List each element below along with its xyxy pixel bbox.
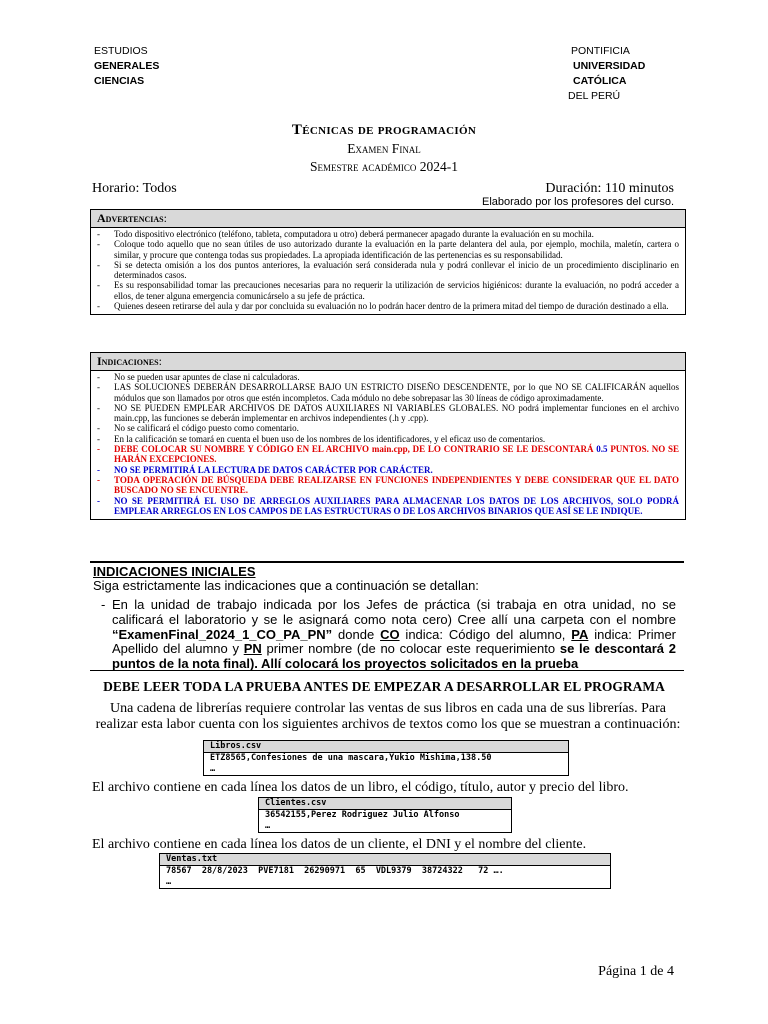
list-item: - Coloque todo aquello que no sean útiles de uso autorizado durante la evaluación en la parte delantera del aula, por ejemplo, mochila, maletín, cartera o similar, y procure que contenga todas sus propiedades. La apropiada identificación de las pertenencias es su responsabilidad. — [97, 239, 679, 260]
elaborado-por: Elaborado por los profesores del curso. — [482, 196, 674, 208]
list-item: - NO SE PUEDEN EMPLEAR ARCHIVOS DE DATOS AUXILIARES NI VARIABLES GLOBALES. NO podrá implementar funciones en el archivo main.cpp, las funciones se deberán implementar en archivos independientes (.h y .cpp). — [97, 402, 679, 424]
libros-ellipsis: … — [210, 764, 216, 774]
header-left-line-2: GENERALES — [94, 60, 160, 72]
list-item: - LAS SOLUCIONES DEBERÁN DESARROLLARSE BAJO UN ESTRICTO DISEÑO DESCENDENTE, por lo que NO SE CALIFICARÁN aquellos módulos que son llamados por otros que estén incompletos. Cada módulo no debe sobrepasar las 30 líneas de código aproximadamente. — [97, 382, 679, 403]
list-item: - Todo dispositivo electrónico (teléfono, tableta, computadora u otro) deberá permanecer apagado durante la evaluación en su mochila. — [97, 229, 594, 239]
advertencias-box — [90, 209, 686, 315]
list-item: - Si se detecta omisión a los dos puntos anteriores, la evaluación será considerada nula y podrá conllevar el inicio de un procedimiento disciplinario en determinados casos. — [97, 259, 679, 281]
libros-line: ETZ8565,Confesiones de una mascara,Yukio Mishima,138.50 — [210, 753, 492, 763]
clientes-file-name: Clientes.csv — [259, 798, 511, 810]
list-item-warning: - TODA OPERACIÓN DE BÚSQUEDA DEBE REALIZARSE EN FUNCIONES INDEPENDIENTES Y DEBE CONSIDERAR QUE EL DATO BUSCADO NO SE ENCUENTRE. — [97, 474, 679, 496]
libros-description: El archivo contiene en cada línea los datos de un libro, el código, título, autor y precio del libro. — [92, 780, 629, 795]
semester-title: Semestre académico 2024-1 — [309, 159, 458, 174]
indicaciones-list — [91, 371, 685, 519]
main-instruction-title: DEBE LEER TODA LA PRUEBA ANTES DE EMPEZAR A DESARROLLAR EL PROGRAMA — [103, 679, 665, 694]
bullet: - — [101, 597, 106, 612]
horario: Horario: Todos — [92, 181, 177, 196]
intro-paragraph: Una cadena de librerías requiere controlar las ventas de sus libros en cada una de sus librerías. Para realizar esta labor cuenta con los siguientes archivos de textos como los que se muestran a continuación: — [95, 701, 681, 732]
ventas-ellipsis: … — [166, 877, 172, 887]
list-item-notice: - NO SE PERMITIRÁ LA LECTURA DE DATOS CARÁCTER POR CARÁCTER. — [97, 464, 433, 475]
header-right-line-4: DEL PERÚ — [568, 90, 621, 102]
iniciales-item — [101, 598, 676, 672]
ventas-file-box — [159, 853, 611, 889]
iniciales-title: INDICACIONES INICIALES — [93, 564, 256, 579]
course-title: Técnicas de programación — [291, 122, 477, 138]
clientes-file-box — [258, 797, 512, 833]
header-right-line-3: CATÓLICA — [573, 75, 627, 87]
page-number: Página 1 de 4 — [598, 964, 674, 979]
header-left-line-1: ESTUDIOS — [94, 45, 148, 57]
clientes-description: El archivo contiene en cada línea los datos de un cliente, el DNI y el nombre del cliente. — [92, 837, 587, 852]
list-item: - En la calificación se tomará en cuenta el buen uso de los nombres de los identificadores, y el eficaz uso de comentarios. — [97, 433, 546, 444]
list-item: - Es su responsabilidad tomar las precauciones necesarias para no requerir la utilización de servicios higiénicos: durante la evaluación, no podrá acceder a ellos, de tener alguna emergencia comunicárselo a su jefe de práctica. — [97, 280, 679, 301]
clientes-line: 36542155,Perez Rodriguez Julio Alfonso — [265, 810, 460, 820]
iniciales-text: En la unidad de trabajo indicada por los Jefes de práctica (si trabaja en otra unidad, no se calificará el laboratorio y se le asignará como nota cero) Cree allí una carpeta con el nombre “ExamenFinal_2024_1_CO_PA_PN” donde CO indica: Código del alumno, PA indica: Primer Apellido del alumno y PN primer nombre (de no colocar este requerimiento se le descontará 2 puntos de la nota final). Allí colocará los proyectos solicitados en la prueba — [112, 597, 677, 672]
list-item-warning: - DEBE COLOCAR SU NOMBRE Y CÓDIGO EN EL ARCHIVO main.cpp, DE LO CONTRARIO SE LE DESCONTARÁ 0.5 PUNTOS. NO SE HARÁN EXCEPCIONES. — [97, 444, 680, 465]
libros-file-box — [203, 740, 569, 776]
header-right-line-2: UNIVERSIDAD — [573, 60, 646, 72]
header-left-line-3: CIENCIAS — [94, 75, 145, 87]
advertencias-heading: Advertencias: — [91, 210, 685, 228]
exam-title: Examen Final — [347, 141, 421, 156]
clientes-ellipsis: … — [265, 821, 271, 831]
section-divider — [90, 561, 684, 563]
list-item: - No se calificará el código puesto como comentario. — [97, 423, 299, 434]
ventas-file-name: Ventas.txt — [160, 854, 610, 866]
iniciales-subtitle: Siga estrictamente las indicaciones que a continuación se detallan: — [93, 578, 479, 593]
ventas-line: 78567 28/8/2023 PVE7181 26290971 65 VDL9379 38724322 72 …. — [166, 866, 504, 876]
folder-name: “ExamenFinal_2024_1_CO_PA_PN” — [112, 626, 333, 642]
list-item: - No se pueden usar apuntes de clase ni calculadoras. — [97, 372, 300, 382]
advertencias-list — [91, 228, 685, 314]
section-divider — [90, 670, 684, 671]
list-item-notice: - NO SE PERMITIRÁ EL USO DE ARREGLOS AUXILIARES PARA ALMACENAR LOS DATOS DE LOS ARCHIVOS, SOLO PODRÁ EMPLEAR ARREGLOS EN LOS CAMPOS DE LAS ESTRUCTURAS O DE LOS ARCHIVOS BINARIOS QUE ASÍ SE LE INDIQUE. — [97, 495, 679, 516]
header-right — [568, 44, 646, 104]
indicaciones-box — [90, 352, 686, 520]
list-item: - Quienes deseen retirarse del aula y dar por concluida su evaluación no lo podrán hacer dentro de la primera mitad del tiempo de duración destinado a ella. — [97, 301, 669, 312]
libros-file-name: Libros.csv — [204, 741, 568, 753]
header-right-line-1: PONTIFICIA — [571, 45, 630, 57]
duracion: Duración: 110 minutos — [545, 181, 674, 196]
indicaciones-heading: Indicaciones: — [91, 353, 685, 371]
header-left — [94, 44, 159, 89]
